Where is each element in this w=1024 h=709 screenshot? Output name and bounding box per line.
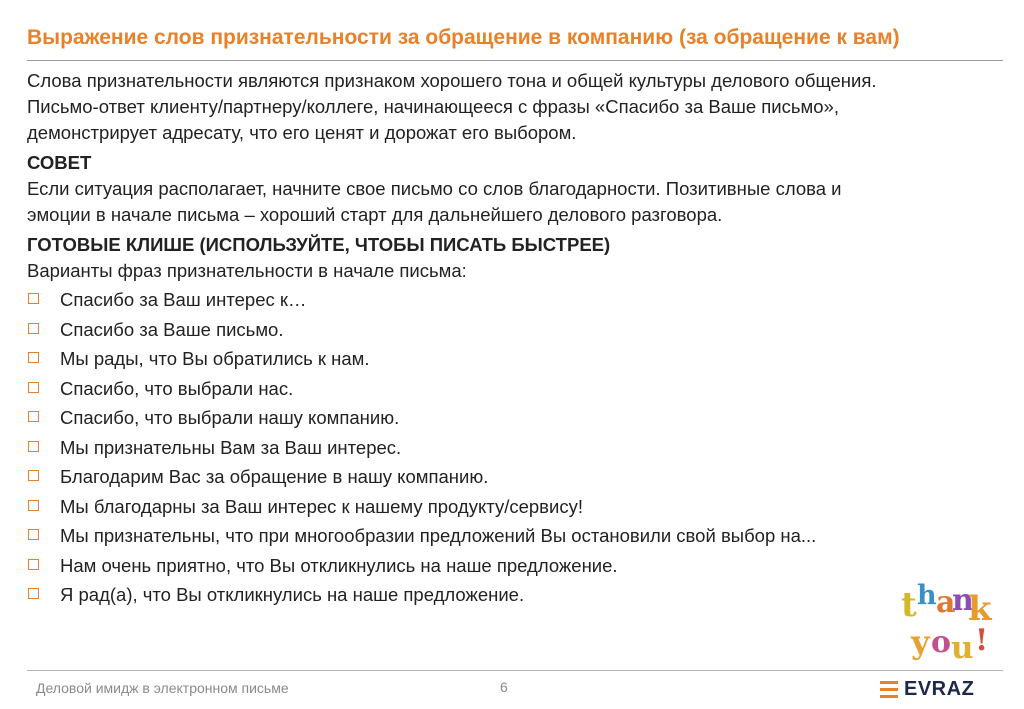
list-item xyxy=(27,287,1003,313)
phrase-text: Спасибо, что выбрали нас. xyxy=(60,377,294,399)
illustration-letter: n xyxy=(952,583,974,618)
illustration-letter: o xyxy=(931,625,952,660)
illustration-letter: t xyxy=(901,585,917,625)
list-item xyxy=(27,435,1003,461)
slide-title: Выражение слов признательности за обращение в компанию (за обращение к вам) xyxy=(27,26,900,49)
phrase-text: Спасибо, что выбрали нашу компанию. xyxy=(60,407,400,428)
list-item xyxy=(27,553,1003,579)
list-item xyxy=(27,317,1003,343)
advice-heading: СОВЕТ xyxy=(27,152,92,173)
page-number: 6 xyxy=(500,679,508,695)
intro-line: демонстрирует адресату, что его ценят и дорожат его выбором. xyxy=(27,122,577,143)
illustration-letter: k xyxy=(968,589,992,629)
phrase-text: Мы благодарны за Ваш интерес к нашему продукту/сервису! xyxy=(60,495,583,517)
footer-caption: Деловой имидж в электронном письме xyxy=(36,680,289,696)
phrase-text: Я рад(а), что Вы откликнулись на наше предложение. xyxy=(60,584,525,605)
checkbox-bullet-icon xyxy=(28,470,39,481)
list-item xyxy=(27,464,1003,490)
checkbox-bullet-icon xyxy=(28,382,39,393)
illustration-letter: a xyxy=(936,585,956,620)
list-item xyxy=(27,405,1003,431)
logo-text: EVRAZ xyxy=(904,678,975,700)
list-item xyxy=(27,494,1003,520)
phrase-text: Мы рады, что Вы обратились к нам. xyxy=(60,348,370,369)
footer-divider xyxy=(27,670,1003,671)
advice-line: эмоции в начале письма – хороший старт для дальнейшего делового разговора. xyxy=(27,204,723,225)
list-item xyxy=(27,523,1003,549)
checkbox-bullet-icon xyxy=(28,529,39,540)
phrase-text: Мы признательны Вам за Ваш интерес. xyxy=(60,436,402,458)
illustration-letter: ! xyxy=(975,623,989,658)
checkbox-bullet-icon xyxy=(28,352,39,363)
phrase-text: Спасибо за Ваше письмо. xyxy=(60,318,284,340)
list-item xyxy=(27,376,1003,402)
logo-bars-icon xyxy=(880,681,898,698)
advice-line: Если ситуация располагает, начните свое письмо со слов благодарности. Позитивные слова и xyxy=(27,178,842,199)
intro-paragraph xyxy=(27,68,1003,146)
illustration-letter: y xyxy=(911,623,930,661)
phrase-text: Спасибо за Ваш интерес к… xyxy=(60,289,307,310)
intro-line: Письмо-ответ клиенту/партнеру/коллеге, начинающееся с фразы «Спасибо за Ваше письмо», xyxy=(27,96,839,117)
phrase-text: Благодарим Вас за обращение в нашу компанию. xyxy=(60,466,489,487)
checkbox-bullet-icon xyxy=(28,588,39,599)
cliche-intro: Варианты фраз признательности в начале письма: xyxy=(27,260,467,281)
checkbox-bullet-icon xyxy=(28,411,39,422)
checkbox-bullet-icon xyxy=(28,293,39,304)
illustration-letter: u xyxy=(951,630,974,665)
thank-you-illustration xyxy=(895,580,995,665)
checkbox-bullet-icon xyxy=(28,441,39,452)
slide-body xyxy=(27,68,1003,612)
phrase-text: Нам очень приятно, что Вы откликнулись на наше предложение. xyxy=(60,554,618,576)
intro-line: Слова признательности являются признаком хорошего тона и общей культуры делового общения. xyxy=(27,70,877,91)
advice-paragraph xyxy=(27,176,1003,228)
checkbox-bullet-icon xyxy=(28,500,39,511)
cliche-heading: ГОТОВЫЕ КЛИШЕ (ИСПОЛЬЗУЙТЕ, ЧТОБЫ ПИСАТЬ БЫСТРЕЕ) xyxy=(27,234,611,255)
list-item xyxy=(27,582,1003,608)
checkbox-bullet-icon xyxy=(28,559,39,570)
phrase-list xyxy=(27,287,1003,608)
phrase-text: Мы признательны, что при многообразии предложений Вы остановили свой выбор на... xyxy=(60,525,817,546)
illustration-letter: h xyxy=(917,580,937,611)
title-divider xyxy=(27,60,1003,61)
checkbox-bullet-icon xyxy=(28,323,39,334)
list-item xyxy=(27,346,1003,372)
